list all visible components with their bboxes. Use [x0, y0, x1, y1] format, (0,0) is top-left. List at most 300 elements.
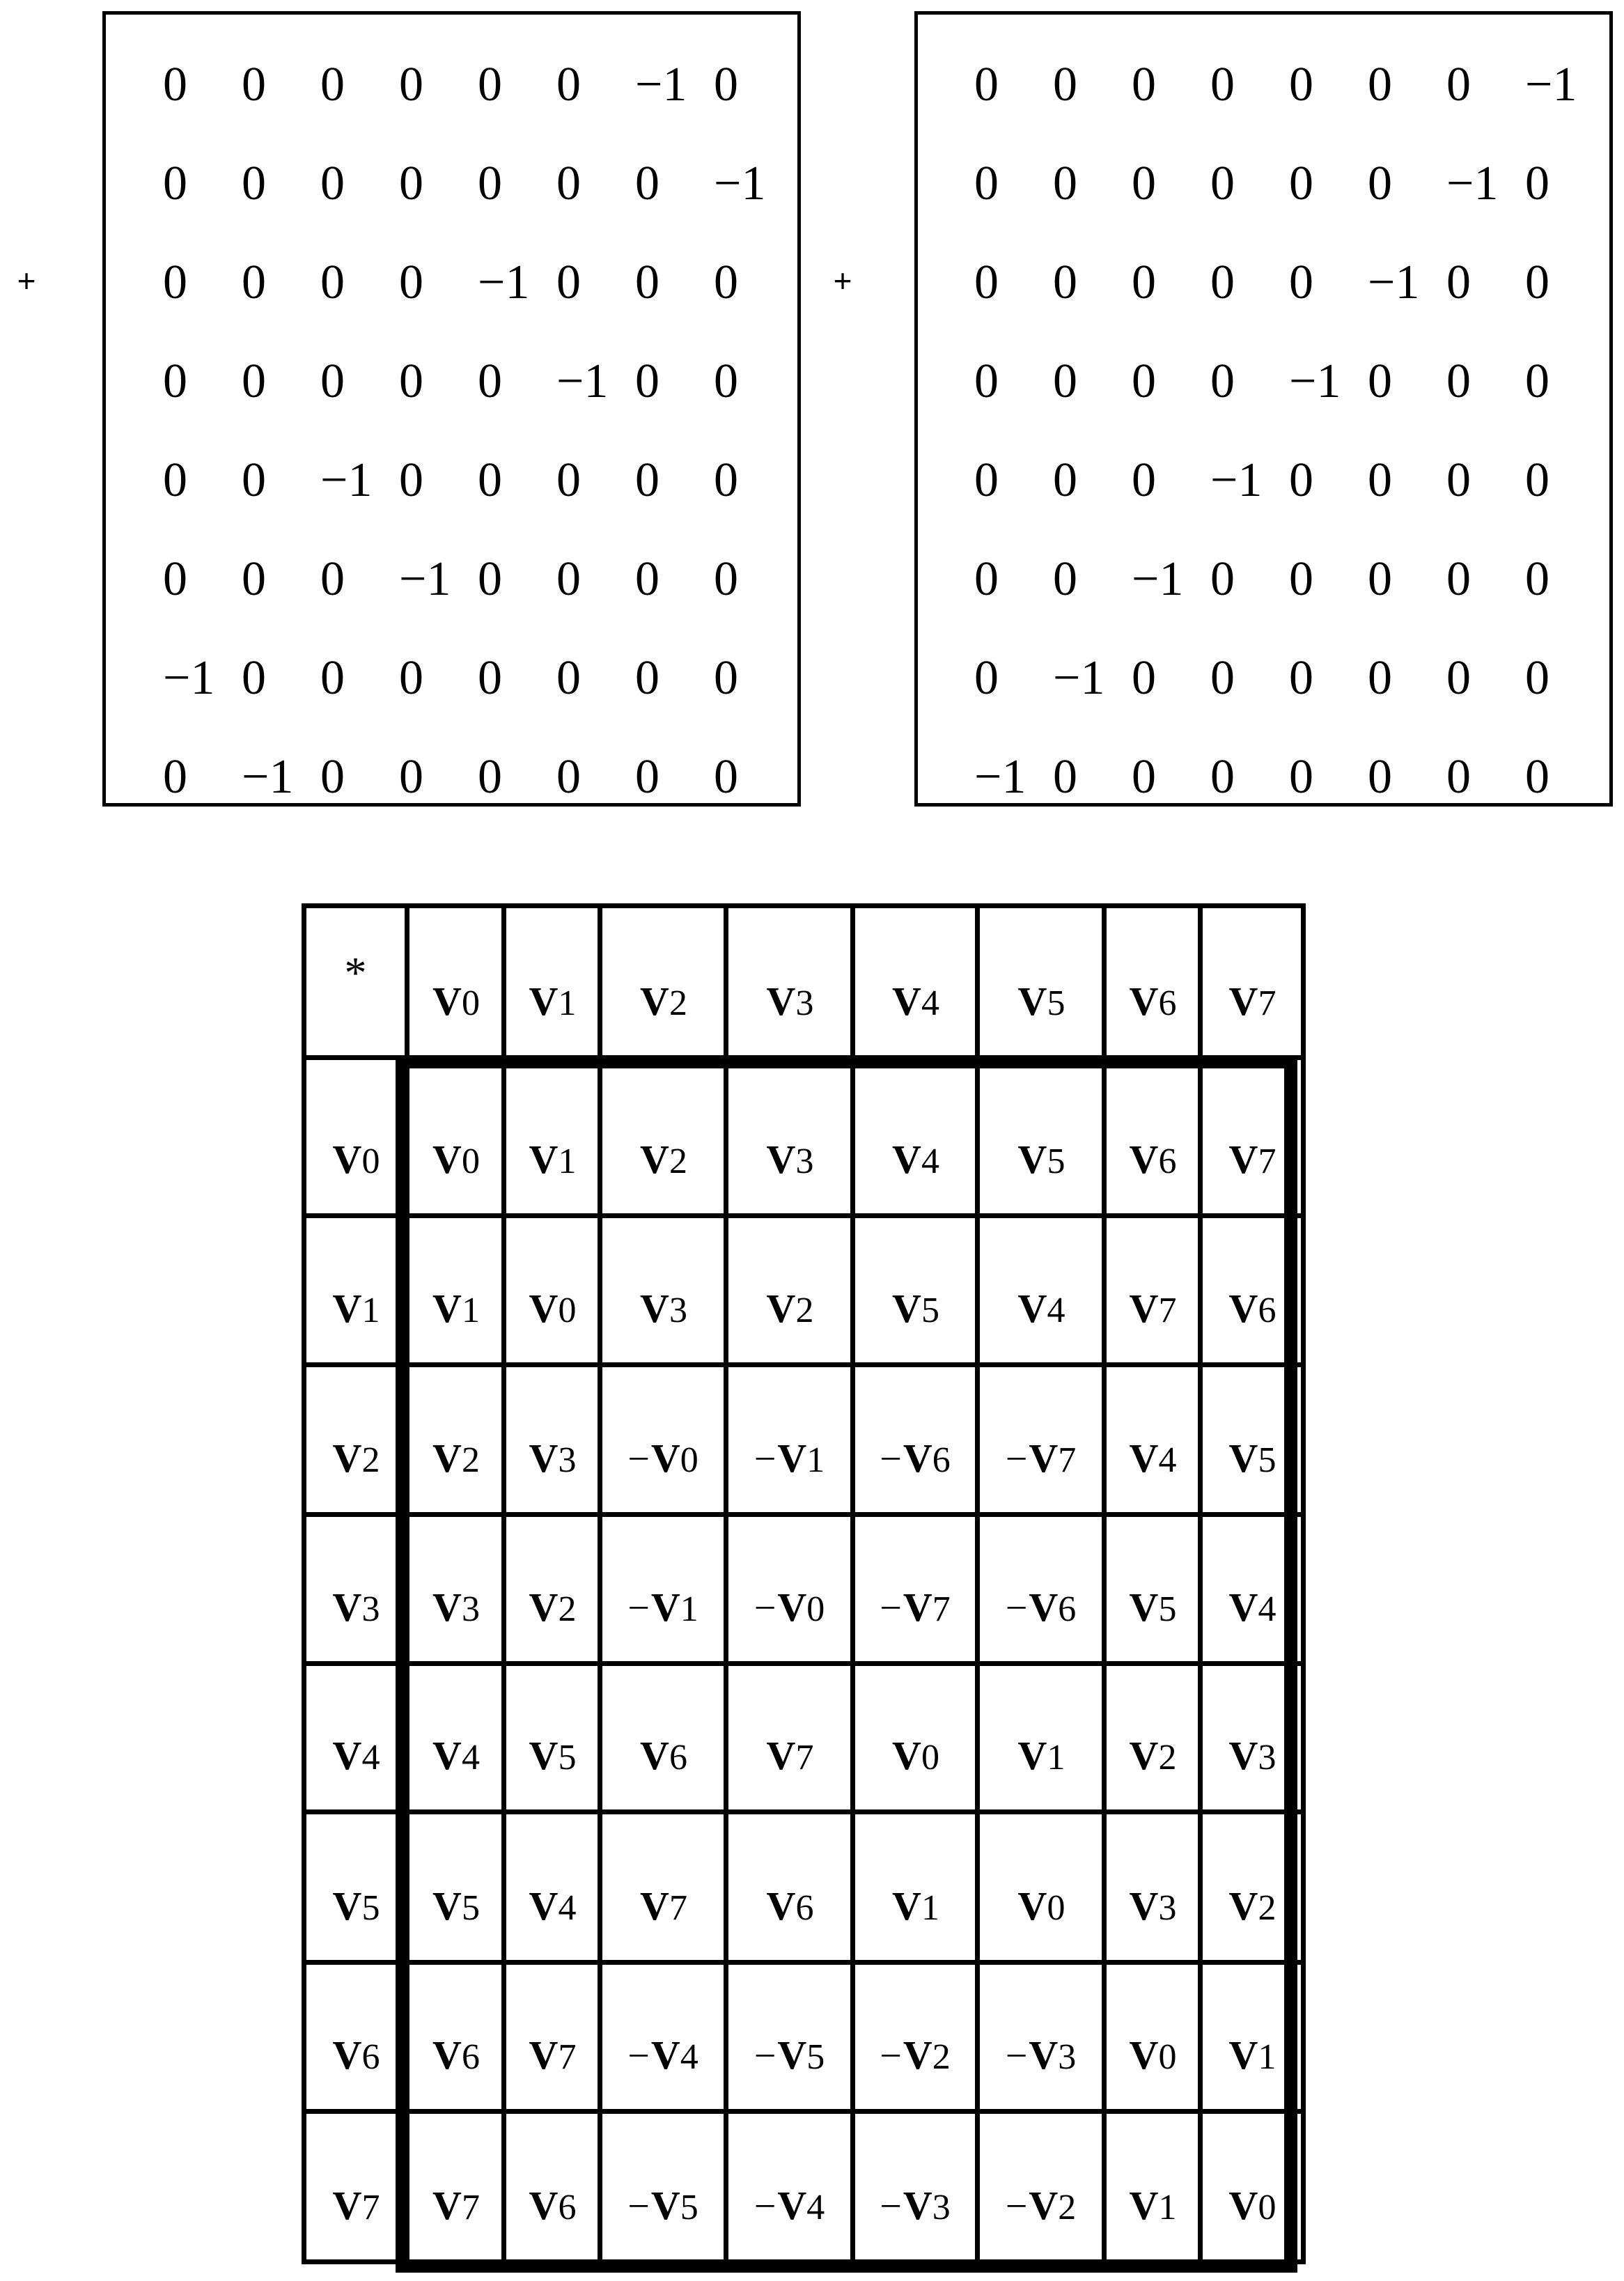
term-index: 2 [361, 1440, 380, 1480]
table-row [304, 1963, 1304, 2112]
table-row [304, 2112, 1304, 2262]
term-letter: V [766, 1137, 796, 1182]
product-cell [1201, 1365, 1304, 1515]
term-index: 7 [361, 2188, 380, 2227]
matrix-entry: 0 [1210, 355, 1235, 408]
product-cell [1201, 1963, 1304, 2112]
matrix-left-grid [163, 36, 793, 827]
term-index: 2 [795, 1291, 814, 1330]
matrix-entry: 0 [556, 58, 581, 111]
matrix-entry: 0 [1132, 58, 1156, 111]
product-cell [853, 1515, 978, 1664]
term-letter: V [1228, 2183, 1258, 2228]
matrix-entry: 0 [714, 750, 738, 804]
row-header-cell [304, 1515, 407, 1664]
product-cell [1104, 1812, 1201, 1963]
matrix-entry: 0 [163, 157, 187, 210]
product-cell [600, 2112, 726, 2262]
term-letter: V [1228, 1883, 1258, 1929]
term-index: 5 [361, 1888, 380, 1928]
term [880, 2034, 950, 2078]
matrix-entry: 0 [635, 651, 659, 705]
term [1228, 2034, 1276, 2078]
term-letter: V [529, 1435, 559, 1481]
matrix-entry: 0 [163, 453, 187, 507]
term-letter: V [1228, 1286, 1258, 1331]
product-cell [407, 2112, 504, 2262]
row-header-cell [304, 1365, 407, 1515]
term-letter: V [332, 1585, 362, 1630]
term [639, 1139, 687, 1182]
term-sign: − [1005, 2034, 1028, 2078]
matrix-entry: 0 [478, 552, 502, 606]
term-letter: V [432, 1733, 462, 1778]
column-header-cell [504, 906, 600, 1058]
term [1017, 1735, 1065, 1778]
product-cell [1201, 1216, 1304, 1365]
product-cell [600, 1812, 726, 1963]
matrix-entry: −1 [974, 750, 1026, 804]
term-index: 6 [669, 1738, 687, 1777]
matrix-entry: 0 [1210, 256, 1235, 309]
term-index: 7 [1258, 983, 1276, 1023]
term [1228, 1288, 1276, 1331]
term-index: 5 [1047, 1142, 1065, 1181]
term-letter: V [1017, 1733, 1047, 1778]
term-index: 6 [932, 1440, 951, 1480]
matrix-entry: 0 [556, 453, 581, 507]
term-letter: V [1129, 1733, 1159, 1778]
product-cell [1201, 1812, 1304, 1963]
term-letter: V [529, 1286, 559, 1331]
term [627, 2185, 698, 2228]
term-letter: V [650, 2032, 680, 2078]
plus-operator-left: + [17, 263, 36, 299]
term-letter: V [903, 2032, 932, 2078]
product-cell [504, 1664, 600, 1812]
matrix-entry: 0 [320, 58, 345, 111]
matrix-entry: 0 [714, 355, 738, 408]
product-cell [978, 1216, 1104, 1365]
matrix-entry: 0 [974, 552, 999, 606]
term-index: 3 [795, 1142, 814, 1181]
matrix-entry: 0 [1525, 355, 1549, 408]
term [528, 2185, 577, 2228]
product-cell [504, 2112, 600, 2262]
term [528, 1288, 577, 1331]
column-header-cell [1104, 906, 1201, 1058]
term-index: 6 [361, 2037, 380, 2077]
product-cell [407, 1058, 504, 1216]
term [765, 1139, 814, 1182]
term [528, 1735, 577, 1778]
term-letter: V [1029, 2032, 1059, 2078]
term-letter: V [766, 1733, 796, 1778]
matrix-entry: 0 [1289, 552, 1313, 606]
matrix-entry: 0 [1289, 157, 1313, 210]
matrix-entry: 0 [478, 157, 502, 210]
term-letter: V [529, 1883, 559, 1929]
term-index: 7 [1058, 1440, 1077, 1480]
term-letter: V [1029, 1435, 1059, 1481]
product-cell [978, 1515, 1104, 1664]
term [639, 1735, 687, 1778]
term [1128, 1885, 1177, 1929]
term [880, 1435, 951, 1481]
term-letter: V [1029, 1585, 1059, 1630]
table-row [304, 1058, 1304, 1216]
term-letter: V [1228, 1733, 1258, 1778]
term [1128, 981, 1177, 1024]
term-index: 2 [1158, 1738, 1177, 1777]
term-index: 3 [669, 1291, 687, 1330]
term-letter: V [1129, 1137, 1159, 1182]
term [431, 1139, 480, 1182]
term [1006, 2034, 1076, 2078]
term-index: 3 [932, 2188, 951, 2227]
term-sign: − [880, 1438, 902, 1481]
term [1005, 1435, 1077, 1481]
matrix-entry: 0 [1289, 453, 1313, 507]
matrix-right-grid [974, 36, 1604, 827]
product-cell [600, 1216, 726, 1365]
term [331, 1435, 380, 1481]
term-sign: − [880, 2185, 902, 2228]
product-cell [504, 1515, 600, 1664]
term-index: 2 [1058, 2188, 1077, 2227]
term [1228, 2185, 1276, 2228]
term [528, 2034, 577, 2078]
term-letter: V [650, 2183, 680, 2228]
matrix-entry: 0 [1525, 552, 1549, 606]
term [431, 981, 480, 1024]
term-index: 2 [558, 1589, 577, 1629]
matrix-entry: 0 [974, 355, 999, 408]
term-letter: V [640, 1883, 669, 1929]
matrix-entry: 0 [635, 157, 659, 210]
term-index: 5 [921, 1291, 939, 1330]
product-cell [1104, 1365, 1201, 1515]
matrix-entry: 0 [1132, 256, 1156, 309]
product-cell [853, 1963, 978, 2112]
matrix-entry: 0 [1368, 552, 1392, 606]
term [1128, 1435, 1177, 1481]
term-sign: − [1005, 2185, 1028, 2228]
term-index: 3 [361, 1589, 380, 1629]
matrix-entry: 0 [556, 552, 581, 606]
term-letter: V [766, 1286, 796, 1331]
term-letter: V [777, 2032, 807, 2078]
term-letter: V [529, 1585, 559, 1630]
matrix-entry: −1 [242, 750, 294, 804]
term-letter: V [432, 979, 462, 1024]
term [1228, 1435, 1276, 1481]
product-cell [407, 1216, 504, 1365]
matrix-entry: 0 [1289, 58, 1313, 111]
term [765, 981, 814, 1024]
matrix-entry: 0 [1210, 750, 1235, 804]
product-cell [1104, 2112, 1201, 2262]
matrix-entry: 0 [1368, 157, 1392, 210]
product-cell [726, 1664, 853, 1812]
term-letter: V [1017, 1883, 1047, 1929]
term-index: 6 [1158, 1142, 1177, 1181]
product-cell [407, 1963, 504, 2112]
matrix-entry: −1 [635, 58, 687, 111]
matrix-entry: 0 [320, 651, 345, 705]
product-cell [853, 1058, 978, 1216]
product-cell [1104, 1058, 1201, 1216]
matrix-entry: 0 [1289, 256, 1313, 309]
term-sign: − [754, 1438, 776, 1481]
term [331, 1587, 380, 1630]
matrix-entry: 0 [1289, 651, 1313, 705]
product-cell [1104, 1664, 1201, 1812]
term-letter: V [1228, 979, 1258, 1024]
table-row [304, 1365, 1304, 1515]
matrix-entry: 0 [1132, 157, 1156, 210]
term-index: 0 [806, 1589, 825, 1629]
term-letter: V [529, 979, 559, 1024]
plus-operator-middle: + [833, 263, 852, 299]
product-cell [726, 1963, 853, 2112]
term [431, 1288, 480, 1331]
term [331, 1735, 380, 1778]
matrix-entry: 0 [399, 157, 423, 210]
term-sign: − [627, 2034, 650, 2078]
term-letter: V [1017, 979, 1047, 1024]
matrix-entry: 0 [1368, 651, 1392, 705]
term [891, 1885, 939, 1929]
term-index: 4 [921, 1142, 939, 1181]
matrix-entry: 0 [1289, 750, 1313, 804]
matrix-entry: 0 [320, 355, 345, 408]
term [331, 1288, 380, 1331]
matrix-entry: 0 [1525, 157, 1549, 210]
term-index: 4 [921, 983, 939, 1023]
matrix-entry: 0 [714, 58, 738, 111]
term [1006, 1587, 1076, 1630]
term-letter: V [332, 2032, 362, 2078]
matrix-entry: 0 [478, 355, 502, 408]
term-letter: V [432, 2183, 462, 2228]
matrix-entry: 0 [478, 58, 502, 111]
term-letter: V [332, 1733, 362, 1778]
term-index: 6 [795, 1888, 814, 1928]
term-letter: V [1129, 1585, 1159, 1630]
term [431, 2185, 480, 2228]
table-row [304, 1664, 1304, 1812]
term-letter: V [777, 2183, 807, 2228]
term-letter: V [432, 1883, 462, 1929]
matrix-entry: 0 [1210, 58, 1235, 111]
product-cell [853, 1664, 978, 1812]
matrix-entry: 0 [478, 453, 502, 507]
term-sign: − [880, 1587, 902, 1630]
term-index: 6 [1258, 1291, 1276, 1330]
term [331, 2185, 380, 2228]
term-index: 7 [558, 2037, 577, 2077]
column-header-cell [600, 906, 726, 1058]
term-letter: V [903, 1585, 932, 1630]
matrix-entry: 0 [163, 750, 187, 804]
term-index: 4 [558, 1888, 577, 1928]
term-index: 3 [461, 1589, 480, 1629]
term-index: 5 [680, 2188, 698, 2227]
term [528, 981, 577, 1024]
row-header-cell [304, 1058, 407, 1216]
term-sign: − [627, 2185, 650, 2228]
term [528, 1435, 577, 1481]
matrix-entry: 0 [974, 157, 999, 210]
term-letter: V [1228, 2032, 1258, 2078]
term-letter: V [1129, 1883, 1159, 1929]
matrix-entry: −1 [1446, 157, 1499, 210]
term-letter: V [432, 1137, 462, 1182]
matrix-entry: 0 [478, 651, 502, 705]
term [639, 981, 687, 1024]
term [639, 1288, 687, 1331]
product-cell [504, 1058, 600, 1216]
matrix-entry: 0 [163, 256, 187, 309]
matrix-entry: 0 [635, 355, 659, 408]
product-cell [853, 2112, 978, 2262]
term [1128, 2185, 1177, 2228]
term-index: 2 [669, 983, 687, 1023]
matrix-entry: 0 [635, 256, 659, 309]
term-letter: V [529, 2183, 559, 2228]
matrix-entry: 0 [974, 58, 999, 111]
term [431, 2034, 480, 2078]
operation-symbol: * [344, 948, 367, 997]
term-index: 2 [669, 1142, 687, 1181]
term-sign: − [754, 2034, 776, 2078]
matrix-entry: 0 [1525, 453, 1549, 507]
product-cell [978, 1963, 1104, 2112]
matrix-entry: 0 [1053, 256, 1077, 309]
term [331, 1885, 380, 1929]
term [1228, 1735, 1276, 1778]
term [1128, 1139, 1177, 1182]
product-cell [600, 1515, 726, 1664]
term-letter: V [640, 979, 669, 1024]
term [627, 1587, 698, 1630]
term [331, 1139, 380, 1182]
term-letter: V [766, 1883, 796, 1929]
matrix-entry: 0 [1368, 453, 1392, 507]
term [891, 1288, 939, 1331]
term-letter: V [1228, 1585, 1258, 1630]
matrix-entry: −1 [1525, 58, 1577, 111]
product-cell [726, 1515, 853, 1664]
matrix-entry: −1 [399, 552, 451, 606]
matrix-entry: 0 [242, 58, 266, 111]
term-index: 0 [1047, 1888, 1065, 1928]
product-cell [726, 1365, 853, 1515]
product-cell [504, 1812, 600, 1963]
matrix-entry: 0 [399, 256, 423, 309]
term-letter: V [640, 1733, 669, 1778]
column-header-cell [853, 906, 978, 1058]
matrix-entry: −1 [1368, 256, 1420, 309]
matrix-entry: −1 [1289, 355, 1341, 408]
matrix-entry: 0 [1446, 552, 1471, 606]
term-index: 0 [558, 1291, 577, 1330]
term-letter: V [892, 1286, 921, 1331]
term-letter: V [332, 1883, 362, 1929]
term-sign: − [627, 1438, 650, 1481]
term-index: 2 [1258, 1888, 1276, 1928]
matrix-entry: 0 [714, 552, 738, 606]
term-index: 6 [1058, 1589, 1077, 1629]
product-cell [726, 1812, 853, 1963]
term-index: 5 [461, 1888, 480, 1928]
row-header-cell [304, 1963, 407, 2112]
term-letter: V [432, 1286, 462, 1331]
term [431, 1587, 480, 1630]
matrix-entry: −1 [163, 651, 215, 705]
matrix-entry: 0 [242, 552, 266, 606]
term-sign: − [880, 2034, 902, 2078]
term-letter: V [777, 1435, 807, 1481]
term-index: 0 [680, 1440, 698, 1480]
term-index: 0 [921, 1738, 939, 1777]
term [754, 2034, 825, 2078]
matrix-entry: 0 [974, 256, 999, 309]
term-letter: V [529, 2032, 559, 2078]
matrix-entry: 0 [1368, 58, 1392, 111]
term-index: 7 [1158, 1291, 1177, 1330]
product-cell [407, 1365, 504, 1515]
term-index: 4 [1258, 1589, 1276, 1629]
term [765, 1288, 814, 1331]
term [880, 2185, 950, 2228]
term-letter: V [640, 1137, 669, 1182]
term-index: 5 [1158, 1589, 1177, 1629]
matrix-entry: 0 [1053, 552, 1077, 606]
product-cell [600, 1963, 726, 2112]
term-letter: V [1029, 2183, 1059, 2228]
term-index: 7 [1258, 1142, 1276, 1181]
term [1006, 2185, 1076, 2228]
term-index: 2 [932, 2037, 951, 2077]
product-cell [600, 1365, 726, 1515]
matrix-entry: 0 [242, 651, 266, 705]
table-row [304, 1216, 1304, 1365]
term-letter: V [892, 1733, 921, 1778]
term-index: 1 [1158, 2188, 1177, 2227]
table-corner-cell [304, 906, 407, 1058]
term-letter: V [1129, 1286, 1159, 1331]
term-index: 0 [461, 1142, 480, 1181]
term-index: 4 [680, 2037, 698, 2077]
matrix-entry: 0 [1053, 355, 1077, 408]
term-index: 3 [1158, 1888, 1177, 1928]
term [1228, 1885, 1276, 1929]
matrix-entry: 0 [1053, 157, 1077, 210]
column-header-cell [726, 906, 853, 1058]
term-index: 1 [558, 1142, 577, 1181]
matrix-entry: 0 [1446, 651, 1471, 705]
matrix-entry: 0 [1053, 58, 1077, 111]
term-index: 1 [1047, 1738, 1065, 1777]
term-letter: V [1129, 2032, 1159, 2078]
matrix-entry: 0 [1053, 750, 1077, 804]
term [1128, 1587, 1177, 1630]
term-index: 4 [361, 1738, 380, 1777]
matrix-entry: 0 [399, 58, 423, 111]
matrix-entry: −1 [320, 453, 373, 507]
